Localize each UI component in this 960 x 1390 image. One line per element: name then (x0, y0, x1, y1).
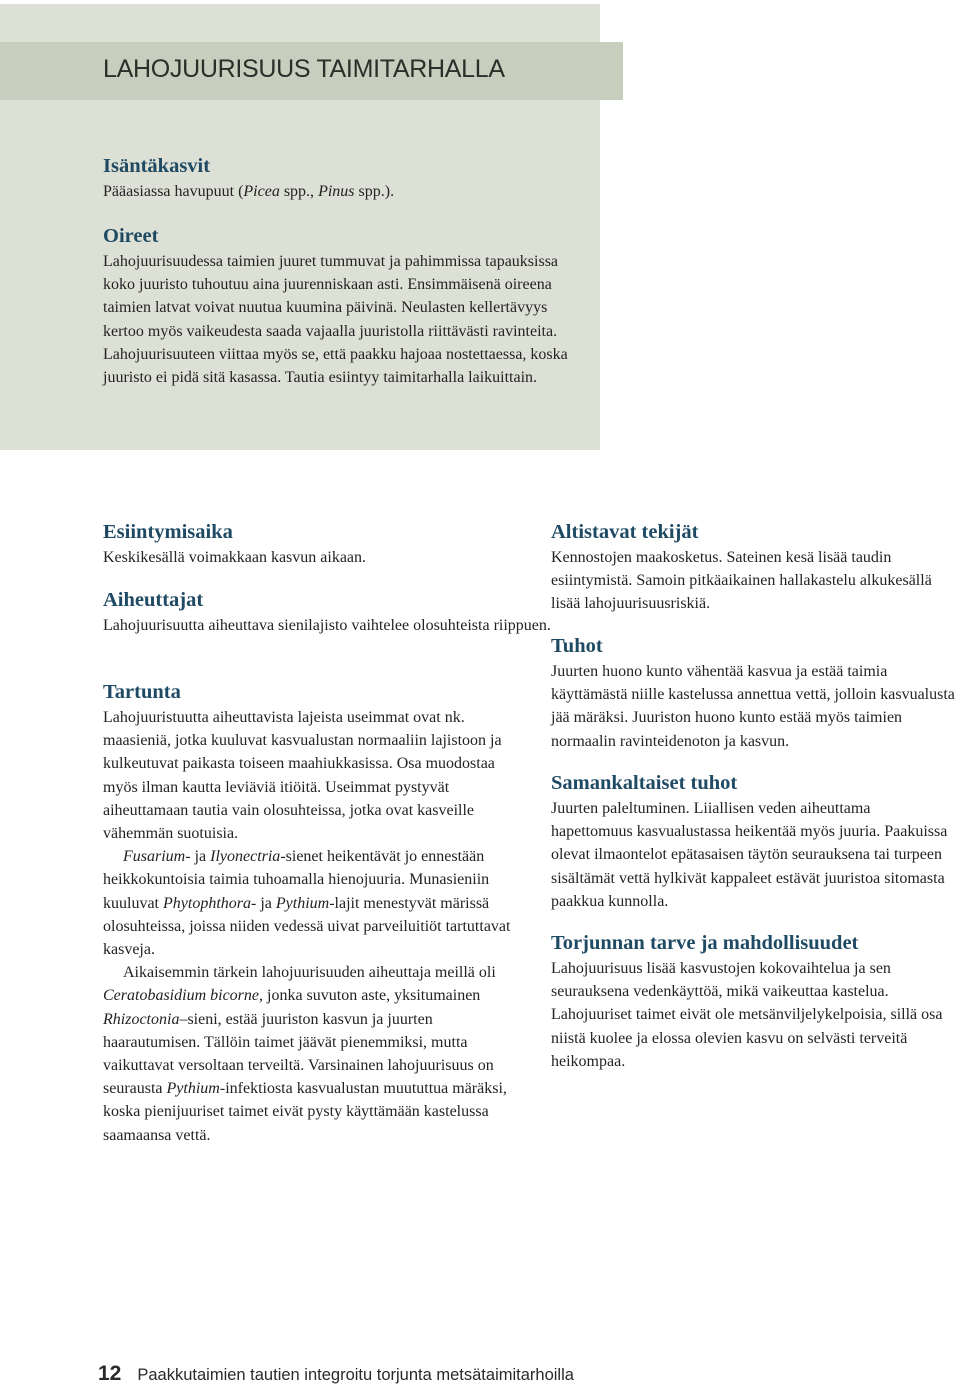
hosts-heading: Isäntäkasvit (103, 155, 211, 177)
causes-text: Lahojuurisuutta aiheuttava sienilajisto vaihtelee olosuhteista riippuen. (103, 617, 551, 634)
section-control (551, 931, 959, 1073)
hosts-text: Pääasiassa havupuut (Picea spp., Pinus spp.). (103, 183, 395, 200)
section-infection (103, 680, 513, 1147)
infection-heading: Tartunta (103, 681, 181, 703)
symptoms-heading: Oireet (103, 225, 159, 247)
footer-title: Paakkutaimien tautien integroitu torjunta metsätaimitarhoilla (137, 1366, 574, 1384)
section-causes (103, 588, 573, 637)
control-heading: Torjunnan tarve ja mahdollisuudet (551, 932, 859, 954)
section-hosts (103, 154, 573, 203)
damage-heading: Tuhot (551, 635, 603, 657)
infection-paragraph-1: Lahojuuristuutta aiheuttavista lajeista useimmat ovat nk. maasieniä, jotka kuuluvat kasvualustan normaaliin lajistoon ja kulkeutuvat paikasta toiseen maahiukkasissa. Osa muodostaa myös ilman kautta leviäviä itiöitä. Useimmat pystyvät aiheuttamaan tautia vain olosuhteissa, jotka ovat kasveille vähemmän suotuisia. (103, 709, 502, 843)
page-number: 12 (98, 1362, 122, 1385)
infection-paragraph-3: Aikaisemmin tärkein lahojuurisuuden aiheuttaja meillä oli Ceratobasidium bicorne, jonka suvuton aste, yksitumainen Rhizoctonia–sieni, estää juuriston kasvun ja juurten haarautumisen. Tällöin taimet jäävät pienemmiksi, mutta vaikuttavat versoltaan terveiltä. Varsinainen lahojuurisuus on seurausta Pythium-infektiosta kasvualustan muututtua märäksi, koska pienijuuriset taimet eivät pysty käyttämään kastelussa saamaansa vettä. (103, 964, 507, 1144)
page-footer (98, 1362, 574, 1386)
similar-heading: Samankaltaiset tuhot (551, 772, 738, 794)
control-text: Lahojuurisuus lisää kasvustojen kokovaihtelua ja sen seurauksena vedenkäyttöä, mikä vaikeuttaa kastelua. Lahojuuriset taimet eivät ole metsänviljelykelpoisia, sillä osa niistä kuolee ja elossa olevien kasvu on selvästi terveitä heikompaa. (551, 960, 943, 1070)
page-title: LAHOJUURISUUS TAIMITARHALLA (103, 55, 505, 83)
similar-text: Juurten paleltuminen. Liiallisen veden aiheuttama hapettomuus kasvualustassa heikentää myös juuria. Paakuissa olevat ilmaontelot epätasaisen täytön seurauksena tai turpeen sisältämät vettä hylkivät kappaleet estävät juuristoa sitomasta paakkua kunnolla. (551, 800, 948, 910)
section-occurrence (103, 520, 573, 569)
occurrence-heading: Esiintymisaika (103, 521, 233, 543)
infection-paragraph-2: Fusarium- ja Ilyonectria-sienet heikentävät jo ennestään heikkokuntoisia taimia tuhoamalla hienojuuria. Munasieniin kuuluvat Phytophthora- ja Pythium-lajit menestyvät märissä olosuhteissa, joissa niiden vedessä uivat parveiluitiöt tartuttavat kasveja. (103, 848, 511, 959)
damage-text: Juurten huono kunto vähentää kasvua ja estää taimia käyttämästä niille kastelussa annettua vettä, jolloin kasvualusta jää märäksi. Juuriston huono kunto estää myös taimien normaalin ravinteidenoton ja kasvun. (551, 663, 955, 750)
occurrence-text: Keskikesällä voimakkaan kasvun aikaan. (103, 549, 367, 566)
predisposing-heading: Altistavat tekijät (551, 521, 699, 543)
causes-heading: Aiheuttajat (103, 589, 204, 611)
section-predisposing (551, 520, 951, 616)
section-similar (551, 771, 956, 913)
section-symptoms (103, 224, 568, 389)
symptoms-text: Lahojuurisuudessa taimien juuret tummuvat ja pahimmissa tapauksissa koko juuristo tuhoutuu aina juurenniskaan asti. Ensimmäisenä oireena taimien latvat voivat nuutua kuumina päivinä. Neulasten kellertävyys kertoo myös vaikeudesta saada vajaalla juuristolla riittävästi ravinteita. Lahojuurisuuteen viittaa myös se, että paakku hajoaa nostettaessa, koska juuristo ei pidä sitä kasassa. Tautia esiintyy taimitarhalla laikuittain. (103, 253, 568, 387)
section-damage (551, 634, 956, 753)
predisposing-text: Kennostojen maakosketus. Sateinen kesä lisää taudin esiintymistä. Samoin pitkäaikainen hallakastelu alkukesällä lisää lahojuurisuusriskiä. (551, 549, 932, 613)
